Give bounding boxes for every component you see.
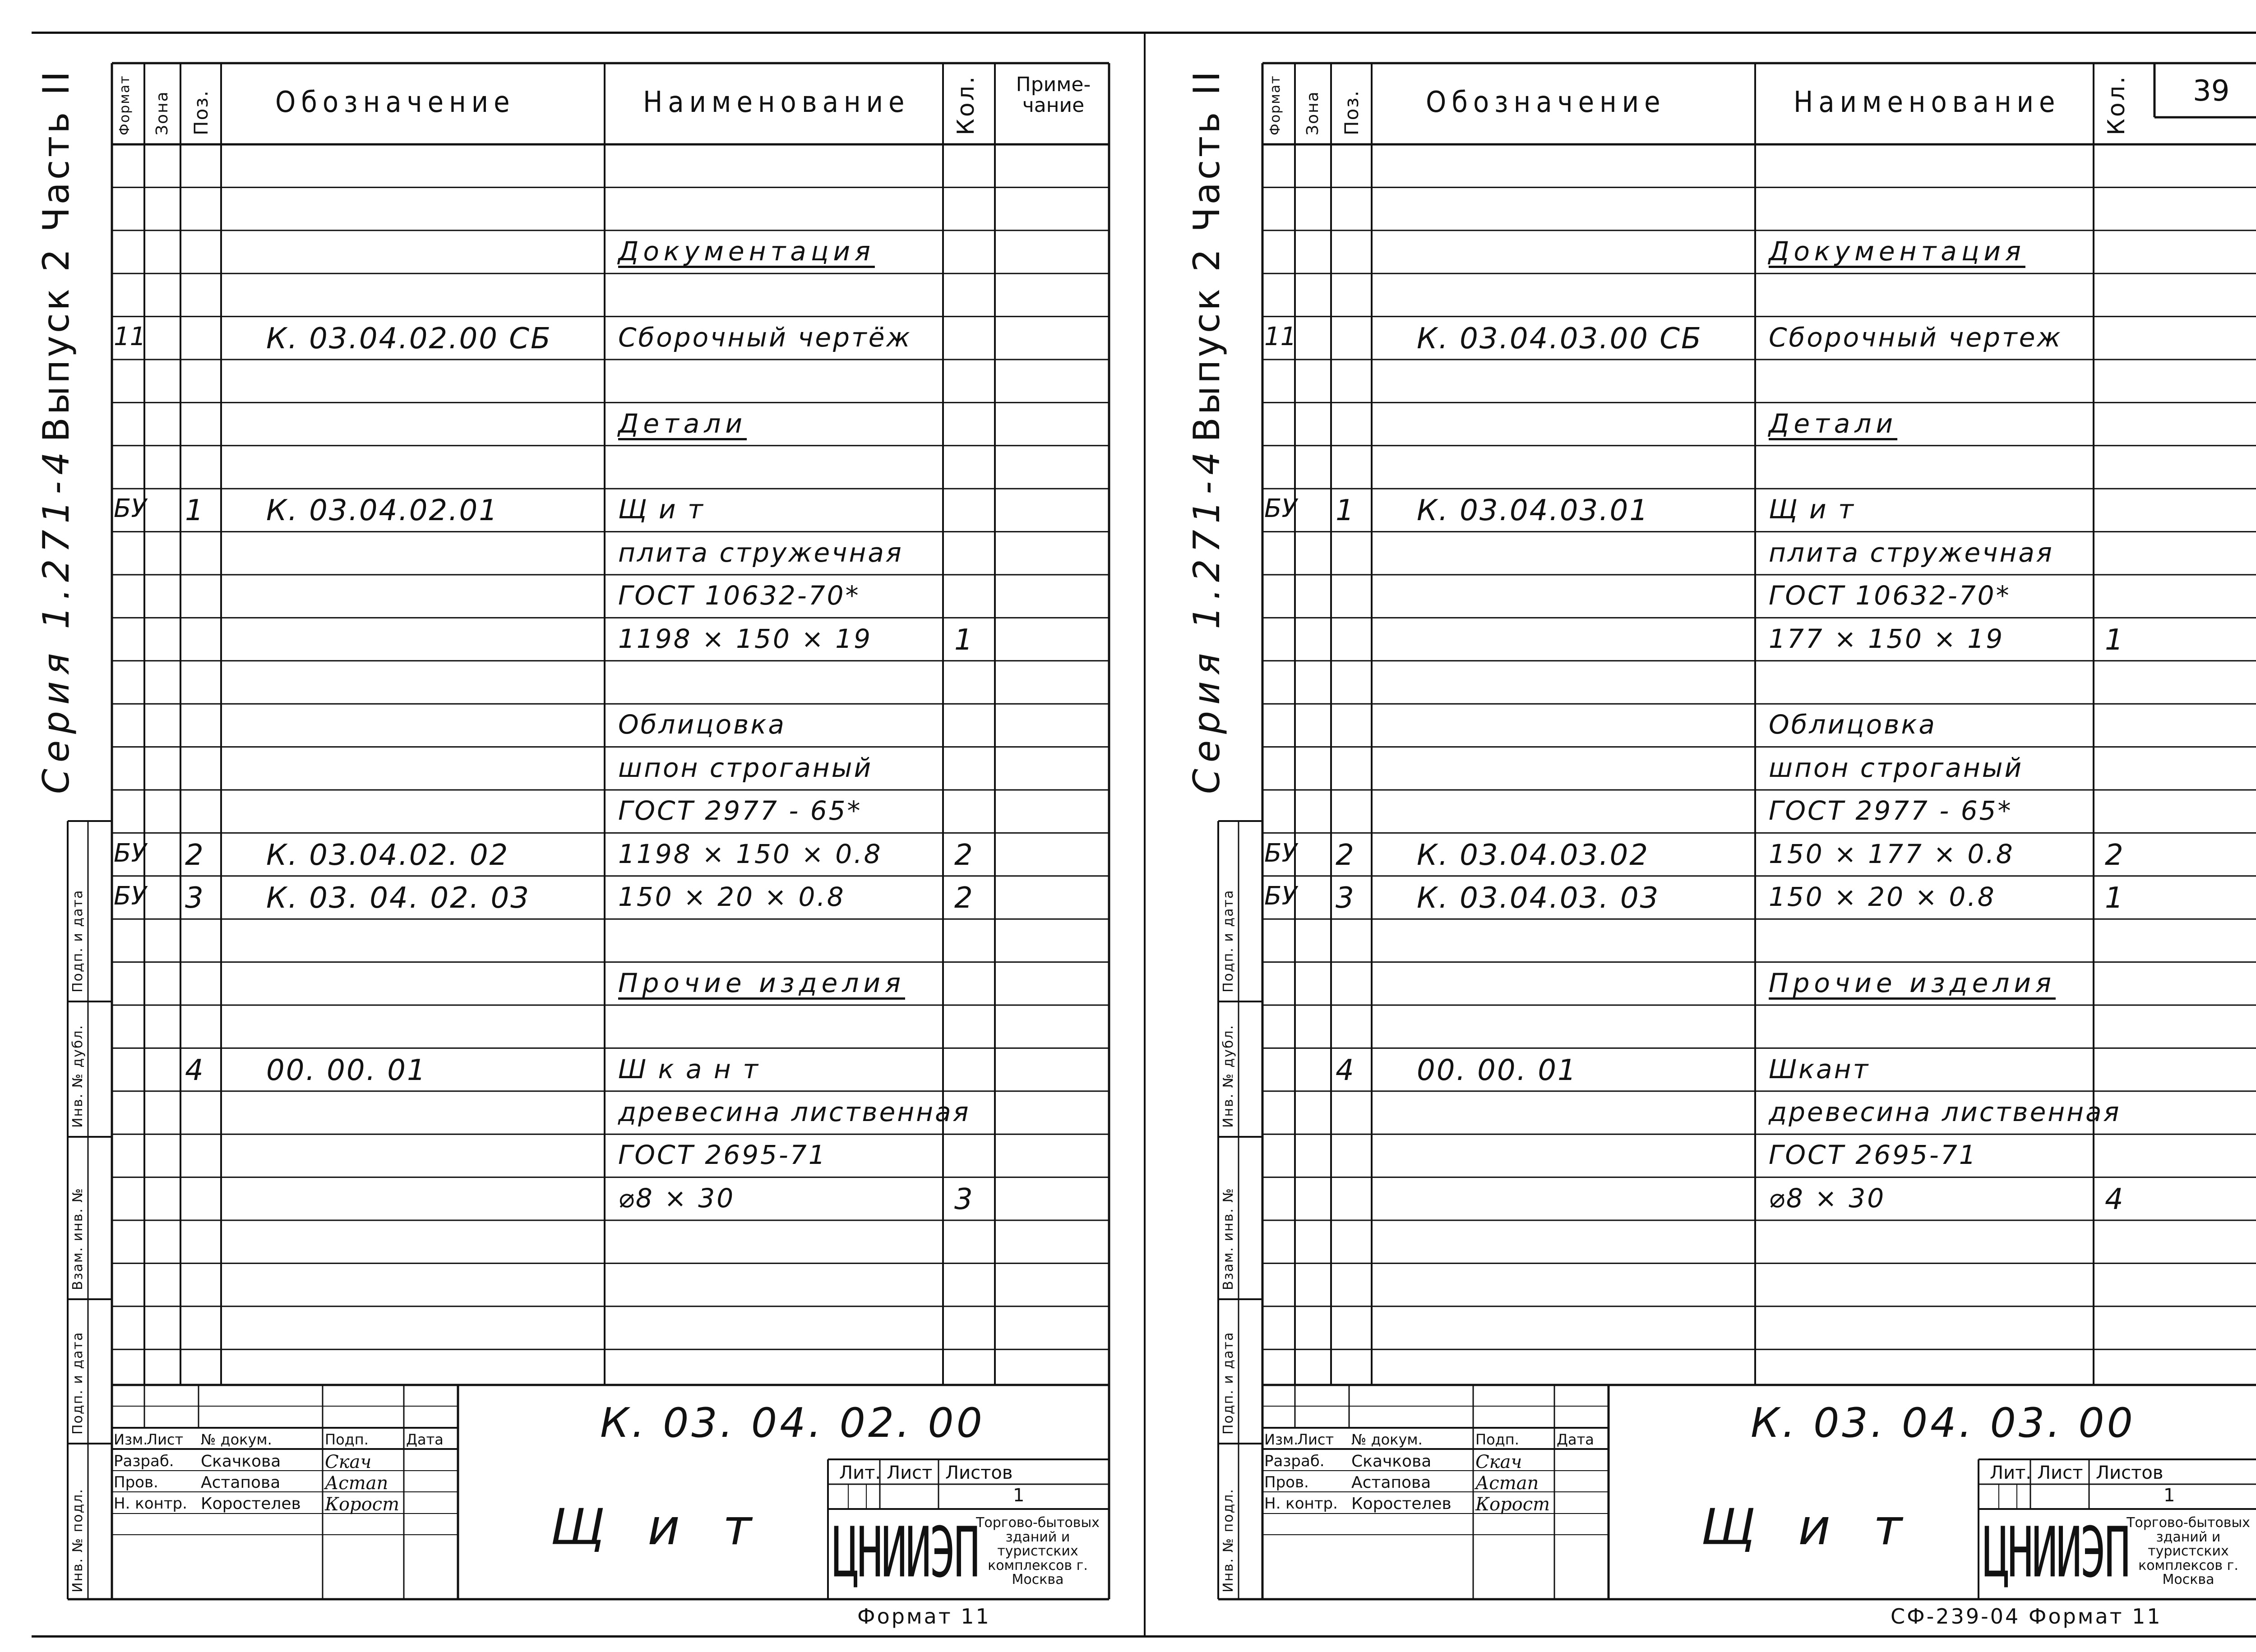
row-name: ГОСТ 10632-70* xyxy=(1769,580,2011,611)
row-format: БУ xyxy=(1264,838,1297,868)
title-block-header: № докум. xyxy=(1351,1431,1423,1448)
col-header-note: Приме- чание xyxy=(1016,73,1091,117)
side-stamp-field: Инв. № подл. xyxy=(70,1488,86,1592)
row-name: 150 × 177 × 0.8 xyxy=(1769,838,2015,869)
row-position: 4 xyxy=(185,1053,203,1087)
signer-role: Разраб. xyxy=(114,1452,174,1470)
side-stamp-field: Инв. № дубл. xyxy=(1220,1024,1236,1128)
signature: Корост xyxy=(1475,1494,1550,1515)
row-name: Щ и т xyxy=(1769,494,1855,525)
title-block-header: Изм. xyxy=(114,1431,148,1448)
sheet-label: Лист xyxy=(2037,1463,2083,1483)
row-position: 1 xyxy=(185,494,203,528)
row-designation: К. 03.04.03.00 СБ xyxy=(1417,322,1702,355)
row-name: ГОСТ 2695-71 xyxy=(618,1140,827,1171)
format-note: Формат 11 xyxy=(857,1604,991,1629)
organization-logo: ЦНИИЭП xyxy=(1983,1512,2129,1593)
side-stamp-field: Взам. инв. № xyxy=(70,1187,86,1290)
row-format: БУ xyxy=(114,838,147,868)
row-quantity: 2 xyxy=(2105,838,2123,872)
side-stamp-field: Подп. и дата xyxy=(1220,1331,1236,1435)
sheets-label: Листов xyxy=(2096,1463,2164,1483)
row-format: БУ xyxy=(1264,494,1297,524)
row-position: 3 xyxy=(1336,881,1354,915)
format-note: СФ-239-04 Формат 11 xyxy=(1891,1604,2162,1629)
row-name: ГОСТ 2695-71 xyxy=(1769,1140,1978,1171)
row-designation: К. 03.04.02.00 СБ xyxy=(266,322,552,355)
row-format: БУ xyxy=(114,881,147,911)
signature: Скач xyxy=(1475,1452,1522,1472)
section-heading: Детали xyxy=(618,408,747,439)
row-name: Облицовка xyxy=(618,709,786,740)
row-name: Ш к а н т xyxy=(618,1053,760,1084)
sheets-count: 1 xyxy=(1013,1485,1025,1506)
title-block-header: № докум. xyxy=(201,1431,272,1448)
title-block-header: Дата xyxy=(1557,1431,1594,1448)
sheet-label: Лист xyxy=(887,1463,933,1483)
signer-name: Коростелев xyxy=(201,1495,301,1513)
signer-name: Скачкова xyxy=(1351,1452,1432,1471)
title-block-header: Изм. xyxy=(1264,1431,1299,1448)
col-header-zone: Зона xyxy=(1304,91,1322,135)
signer-name: Коростелев xyxy=(1351,1495,1452,1513)
col-header-qty: Кол. xyxy=(2103,74,2130,135)
row-name: Облицовка xyxy=(1769,709,1937,740)
side-stamp-field: Взам. инв. № xyxy=(1220,1187,1236,1290)
sheet-divider xyxy=(1144,32,1146,1638)
row-name: шпон строганый xyxy=(618,752,873,783)
title-block-header: Дата xyxy=(406,1431,444,1448)
row-designation: 00. 00. 01 xyxy=(266,1053,427,1087)
row-quantity: 3 xyxy=(954,1182,973,1216)
col-header-zone: Зона xyxy=(153,91,171,135)
row-name: Шкант xyxy=(1769,1053,1870,1084)
row-quantity: 4 xyxy=(2105,1182,2123,1216)
signature: Астап xyxy=(1475,1473,1539,1494)
organization-name: Торгово-бытовых зданий и туристских комплексов г. Москва xyxy=(976,1515,1100,1587)
section-heading: Прочие изделия xyxy=(618,967,905,998)
lit-label: Лит. xyxy=(839,1463,881,1483)
side-stamp-field: Инв. № дубл. xyxy=(70,1024,86,1128)
section-heading: Детали xyxy=(1769,408,1898,439)
row-designation: 00. 00. 01 xyxy=(1417,1053,1577,1087)
signature: Астап xyxy=(325,1473,388,1494)
organization-logo: ЦНИИЭП xyxy=(832,1512,978,1593)
document-code: К. 03. 04. 03. 00 xyxy=(1751,1399,2136,1447)
row-name: ГОСТ 2977 - 65* xyxy=(618,795,862,826)
title-block-header: Лист xyxy=(1297,1431,1334,1448)
side-stamp-field: Подп. и дата xyxy=(70,1331,86,1435)
top-border-line xyxy=(32,32,2256,34)
row-name: Щ и т xyxy=(618,494,705,525)
row-designation: К. 03.04.03.02 xyxy=(1417,838,1649,872)
row-name: ГОСТ 10632-70* xyxy=(618,580,860,611)
row-name: 1198 × 150 × 19 xyxy=(618,623,873,654)
row-position: 2 xyxy=(185,838,203,872)
side-stamp-field: Подп. и дата xyxy=(70,889,86,992)
row-position: 1 xyxy=(1336,494,1354,528)
row-quantity: 2 xyxy=(954,881,973,915)
row-designation: К. 03.04.03. 03 xyxy=(1417,881,1660,915)
col-header-name: Наименование xyxy=(643,86,910,119)
col-header-qty: Кол. xyxy=(952,74,980,135)
title-block-header: Подп. xyxy=(1475,1431,1519,1448)
signature: Корост xyxy=(325,1494,400,1515)
row-quantity: 1 xyxy=(2105,881,2123,915)
section-heading: Документация xyxy=(1769,235,2025,267)
row-designation: К. 03.04.02. 02 xyxy=(266,838,509,872)
row-position: 2 xyxy=(1336,838,1354,872)
bottom-border-line xyxy=(32,1635,2256,1638)
col-header-designation: Обозначение xyxy=(275,86,515,119)
row-format: БУ xyxy=(114,494,147,524)
col-header-pos: Поз. xyxy=(1341,90,1363,135)
row-name: ГОСТ 2977 - 65* xyxy=(1769,795,2013,826)
document-name: Щ и т xyxy=(1701,1498,1916,1556)
signer-name: Астапова xyxy=(201,1473,281,1492)
col-header-designation: Обозначение xyxy=(1426,86,1666,119)
organization-name: Торгово-бытовых зданий и туристских комплексов г. Москва xyxy=(2127,1515,2250,1587)
row-name: шпон строганый xyxy=(1769,752,2024,783)
signer-role: Пров. xyxy=(1264,1473,1309,1491)
signer-name: Астапова xyxy=(1351,1473,1431,1492)
row-designation: К. 03.04.03.01 xyxy=(1417,494,1649,528)
col-header-format: Формат xyxy=(1267,75,1283,135)
col-header-pos: Поз. xyxy=(190,90,212,135)
row-name: 1198 × 150 × 0.8 xyxy=(618,838,883,869)
row-name: плита стружечная xyxy=(1769,537,2054,568)
row-format: 11 xyxy=(114,322,146,351)
signer-role: Пров. xyxy=(114,1473,158,1491)
row-position: 4 xyxy=(1336,1053,1354,1087)
title-block-header: Лист xyxy=(147,1431,184,1448)
row-format: БУ xyxy=(1264,881,1297,911)
sheets-count: 1 xyxy=(2164,1485,2175,1506)
page-number: 39 xyxy=(2193,74,2230,108)
row-name: 177 × 150 × 19 xyxy=(1769,623,2005,654)
row-name: древесина лиственная xyxy=(618,1096,971,1127)
row-position: 3 xyxy=(185,881,203,915)
row-format: 11 xyxy=(1264,322,1297,351)
signature: Скач xyxy=(325,1452,372,1472)
row-quantity: 1 xyxy=(2105,623,2123,657)
side-stamp-field: Инв. № подл. xyxy=(1220,1488,1236,1592)
col-header-name: Наименование xyxy=(1794,86,2061,119)
title-block-header: Подп. xyxy=(325,1431,369,1448)
sheets-label: Листов xyxy=(945,1463,1013,1483)
signer-role: Разраб. xyxy=(1264,1452,1325,1470)
row-name: древесина лиственная xyxy=(1769,1096,2121,1127)
document-name: Щ и т xyxy=(550,1498,765,1556)
row-name: ⌀8 × 30 xyxy=(618,1182,735,1214)
row-quantity: 1 xyxy=(954,623,973,657)
row-name: 150 × 20 × 0.8 xyxy=(618,881,846,912)
row-designation: К. 03.04.02.01 xyxy=(266,494,499,528)
document-code: К. 03. 04. 02. 00 xyxy=(600,1399,985,1447)
row-name: ⌀8 × 30 xyxy=(1769,1182,1886,1214)
side-series-label: Серия 1.271-4 xyxy=(35,445,77,794)
side-series-label: Серия 1.271-4 xyxy=(1186,445,1228,794)
row-name: Сборочный чертёж xyxy=(618,322,912,353)
row-name: плита стружечная xyxy=(618,537,903,568)
sheet-right xyxy=(1151,0,2256,1652)
signer-role: Н. контр. xyxy=(114,1495,187,1513)
side-issue-label: Выпуск 2 Часть II xyxy=(1186,69,1228,442)
signer-role: Н. контр. xyxy=(1264,1495,1338,1513)
section-heading: Прочие изделия xyxy=(1769,967,2056,998)
section-heading: Документация xyxy=(618,235,875,267)
row-designation: К. 03. 04. 02. 03 xyxy=(266,881,530,915)
lit-label: Лит. xyxy=(1990,1463,2032,1483)
row-name: Сборочный чертеж xyxy=(1769,322,2062,353)
side-issue-label: Выпуск 2 Часть II xyxy=(35,69,77,442)
row-quantity: 2 xyxy=(954,838,973,872)
signer-name: Скачкова xyxy=(201,1452,281,1471)
col-header-format: Формат xyxy=(117,75,133,135)
row-name: 150 × 20 × 0.8 xyxy=(1769,881,1996,912)
side-stamp-field: Подп. и дата xyxy=(1220,889,1236,992)
